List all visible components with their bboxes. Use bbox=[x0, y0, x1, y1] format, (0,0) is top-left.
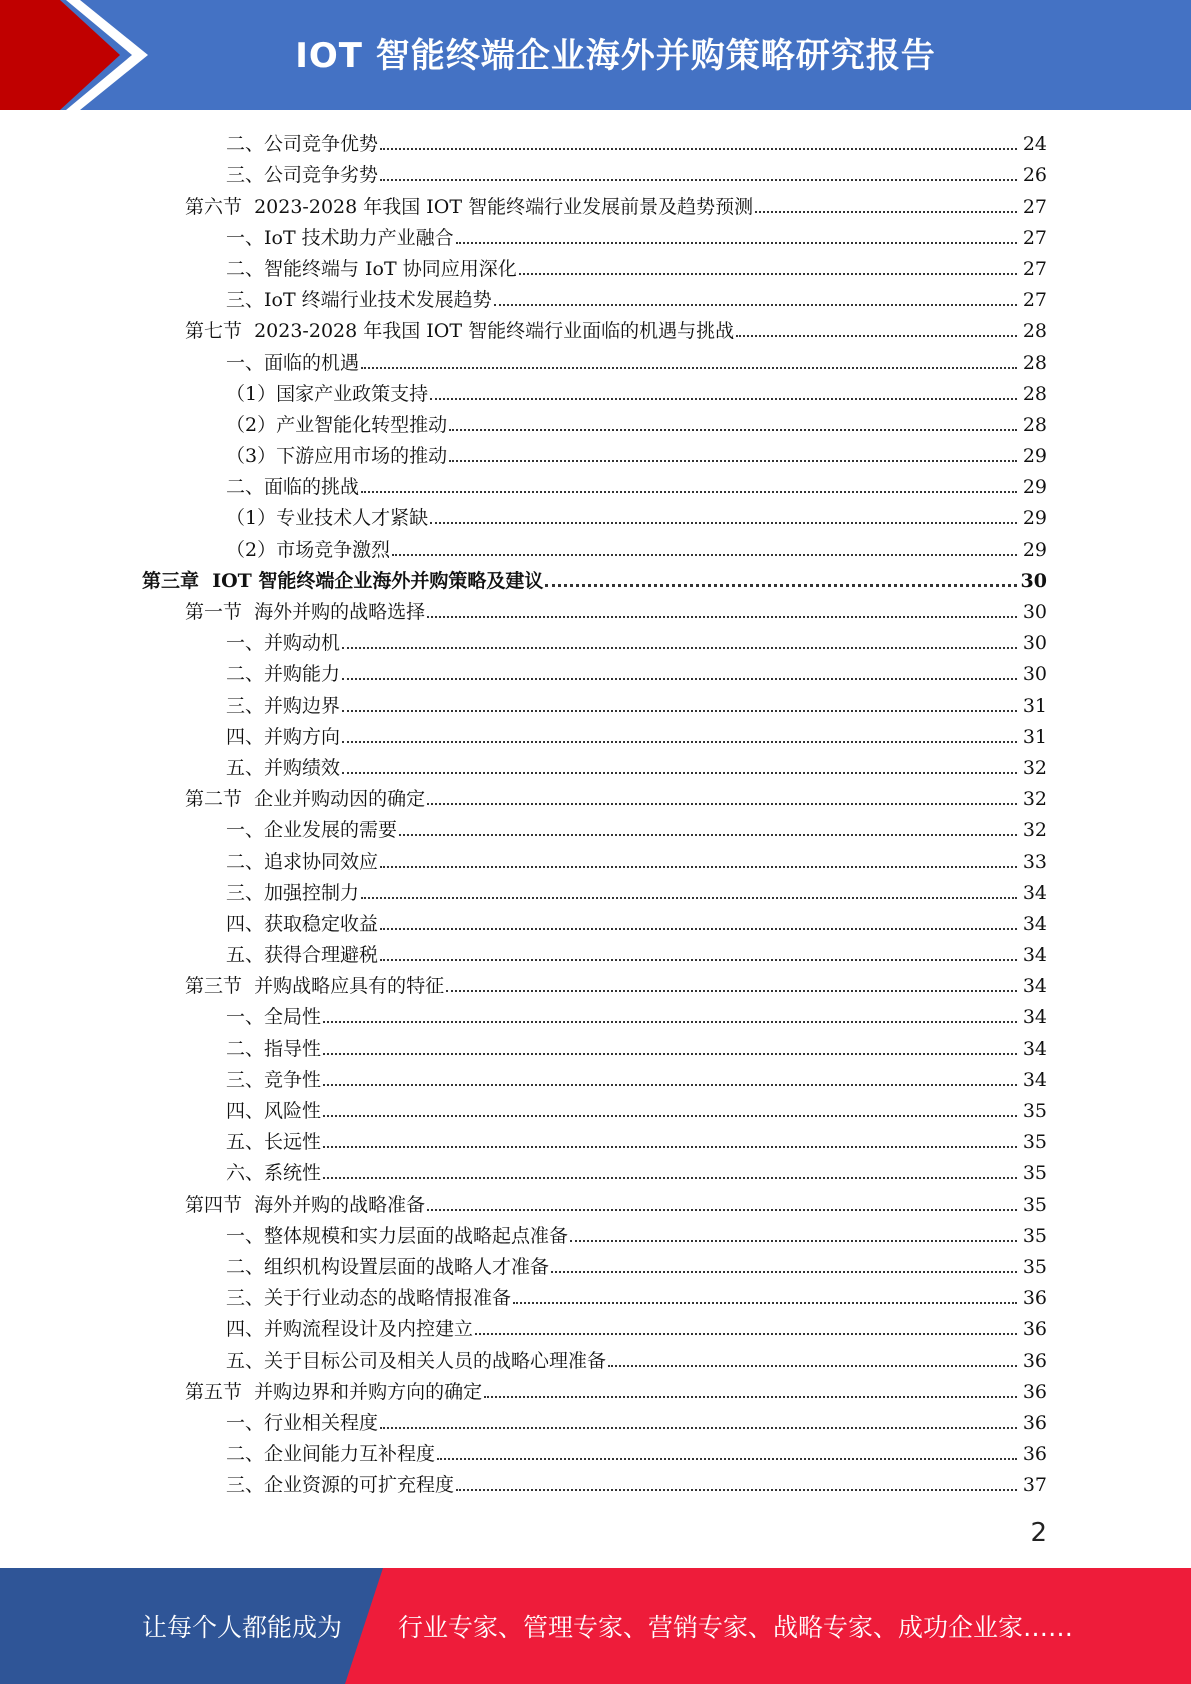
toc-entry-label: 三、IoT 终端行业技术发展趋势 bbox=[226, 289, 492, 312]
toc-entry-leader bbox=[226, 227, 1017, 249]
toc-entry-leader bbox=[185, 601, 1017, 623]
toc-entry-page: 30 bbox=[1022, 632, 1047, 655]
toc-entry-page: 37 bbox=[1022, 1474, 1047, 1497]
toc-entry-page: 32 bbox=[1022, 788, 1047, 811]
toc-dot-leader bbox=[545, 584, 1017, 587]
toc-dot-leader bbox=[449, 429, 1017, 431]
toc-entry-leader bbox=[226, 1256, 1017, 1278]
footer-slogan-left: 让每个人都能成为 bbox=[142, 1613, 343, 1642]
toc-entry-leader bbox=[226, 882, 1017, 904]
toc-dot-leader bbox=[430, 522, 1017, 524]
toc-entry-page: 27 bbox=[1022, 226, 1047, 249]
toc-entry[interactable] bbox=[0, 970, 1191, 1001]
toc-dot-leader bbox=[361, 897, 1017, 899]
toc-entry-page: 30 bbox=[1022, 601, 1047, 623]
toc-entry-label: 二、指导性 bbox=[226, 1037, 322, 1060]
toc-dot-leader bbox=[475, 1333, 1017, 1335]
toc-entry-leader bbox=[226, 851, 1017, 873]
toc-entry-label: 第五节 并购边界和并购方向的确定 bbox=[185, 1380, 483, 1403]
toc-entry[interactable] bbox=[0, 1001, 1191, 1032]
toc-entry-label: 三、竞争性 bbox=[226, 1068, 322, 1091]
toc-entry-page: 35 bbox=[1022, 1100, 1047, 1122]
toc-entry-leader bbox=[185, 196, 1017, 218]
toc-entry-page: 36 bbox=[1022, 1318, 1047, 1341]
toc-dot-leader bbox=[494, 304, 1017, 306]
toc-entry-leader bbox=[185, 320, 1017, 342]
toc-entry-leader bbox=[226, 632, 1017, 654]
toc-entry[interactable] bbox=[0, 877, 1191, 908]
toc-entry-label: （1）专业技术人才紧缺 bbox=[226, 507, 429, 530]
toc-entry[interactable] bbox=[0, 1282, 1191, 1313]
toc-dot-leader bbox=[323, 1115, 1017, 1117]
toc-dot-leader bbox=[427, 1209, 1017, 1211]
toc-entry-leader bbox=[226, 757, 1017, 779]
toc-entry-label: 二、组织机构设置层面的战略人才准备 bbox=[226, 1255, 550, 1278]
toc-dot-leader bbox=[323, 1177, 1017, 1179]
toc-entry-page: 28 bbox=[1022, 382, 1047, 405]
toc-entry-leader bbox=[226, 414, 1017, 436]
toc-entry-leader bbox=[142, 570, 1017, 592]
toc-entry-leader bbox=[226, 1038, 1017, 1060]
toc-entry-label: 一、行业相关程度 bbox=[226, 1411, 379, 1434]
toc-dot-leader bbox=[519, 273, 1017, 275]
toc-entry[interactable] bbox=[0, 939, 1191, 970]
toc-entry-label: 五、长远性 bbox=[226, 1131, 322, 1154]
toc-entry-page: 30 bbox=[1022, 663, 1047, 686]
toc-entry[interactable] bbox=[0, 1095, 1191, 1126]
toc-entry-label: 第二节 企业并购动因的确定 bbox=[185, 788, 426, 811]
toc-entry-label: （2）产业智能化转型推动 bbox=[226, 413, 448, 436]
toc-entry-leader bbox=[226, 1318, 1017, 1340]
toc-entry-page: 29 bbox=[1022, 507, 1047, 530]
toc-entry-page: 29 bbox=[1022, 476, 1047, 499]
toc-entry-label: 三、并购边界 bbox=[226, 694, 341, 717]
toc-dot-leader bbox=[399, 834, 1017, 836]
toc-entry[interactable] bbox=[0, 1188, 1191, 1219]
toc-entry[interactable] bbox=[0, 409, 1191, 440]
toc-entry-label: 一、IoT 技术助力产业融合 bbox=[226, 226, 454, 249]
toc-dot-leader bbox=[323, 1146, 1017, 1148]
toc-dot-leader bbox=[430, 398, 1017, 400]
toc-entry-page: 29 bbox=[1022, 445, 1047, 468]
toc-entry-page: 36 bbox=[1022, 1411, 1047, 1434]
toc-entry[interactable] bbox=[0, 128, 1191, 159]
toc-dot-leader bbox=[361, 367, 1017, 369]
toc-entry-leader bbox=[226, 1474, 1017, 1496]
toc-dot-leader bbox=[456, 242, 1017, 244]
toc-entry-label: 三、关于行业动态的战略情报准备 bbox=[226, 1287, 512, 1310]
toc-entry-label: 一、全局性 bbox=[226, 1006, 322, 1029]
toc-entry[interactable] bbox=[0, 1376, 1191, 1407]
toc-entry-leader bbox=[226, 1162, 1017, 1184]
toc-entry-leader bbox=[226, 445, 1017, 467]
toc-entry[interactable] bbox=[0, 1251, 1191, 1282]
toc-entry-leader bbox=[226, 1443, 1017, 1465]
toc-entry-label: 二、公司竞争优势 bbox=[226, 133, 379, 156]
toc-dot-leader bbox=[323, 1021, 1017, 1023]
toc-entry-leader bbox=[226, 1131, 1017, 1153]
toc-entry[interactable] bbox=[0, 502, 1191, 533]
toc-dot-leader bbox=[484, 1396, 1017, 1398]
table-of-contents bbox=[0, 128, 1191, 1500]
toc-entry-label: 一、整体规模和实力层面的战略起点准备 bbox=[226, 1224, 569, 1247]
toc-entry-page: 27 bbox=[1022, 257, 1047, 280]
toc-entry-leader bbox=[226, 258, 1017, 280]
toc-entry[interactable] bbox=[0, 1344, 1191, 1375]
toc-entry-leader bbox=[226, 913, 1017, 935]
toc-entry-label: 一、企业发展的需要 bbox=[226, 819, 398, 842]
toc-dot-leader bbox=[380, 179, 1017, 181]
toc-dot-leader bbox=[342, 647, 1017, 649]
toc-dot-leader bbox=[342, 678, 1017, 680]
toc-entry-page: 24 bbox=[1022, 133, 1047, 156]
toc-entry[interactable] bbox=[0, 222, 1191, 253]
toc-entry-page: 27 bbox=[1022, 195, 1047, 218]
toc-dot-leader bbox=[380, 1427, 1017, 1429]
toc-entry-label: 第四节 海外并购的战略准备 bbox=[185, 1193, 426, 1216]
toc-entry-page: 34 bbox=[1022, 881, 1047, 904]
toc-entry[interactable] bbox=[0, 689, 1191, 720]
toc-dot-leader bbox=[323, 1084, 1017, 1086]
toc-entry-page: 30 bbox=[1020, 569, 1047, 592]
toc-entry-leader bbox=[226, 819, 1017, 841]
toc-entry[interactable] bbox=[0, 908, 1191, 939]
toc-dot-leader bbox=[755, 211, 1017, 213]
toc-entry-leader bbox=[226, 1006, 1017, 1028]
toc-entry-page: 28 bbox=[1022, 413, 1047, 436]
toc-dot-leader bbox=[449, 460, 1017, 462]
toc-dot-leader bbox=[608, 1365, 1017, 1367]
toc-dot-leader bbox=[456, 1489, 1017, 1491]
footer-slogan-right: 行业专家、管理专家、营销专家、战略专家、成功企业家…… bbox=[398, 1613, 1074, 1642]
toc-entry-label: 二、企业间能力互补程度 bbox=[226, 1443, 436, 1466]
toc-entry[interactable] bbox=[0, 190, 1191, 221]
toc-dot-leader bbox=[380, 928, 1017, 930]
toc-entry-label: 四、并购方向 bbox=[226, 725, 341, 748]
page-header bbox=[0, 0, 1191, 110]
toc-entry[interactable] bbox=[0, 440, 1191, 471]
toc-entry-leader bbox=[226, 164, 1017, 186]
toc-entry-page: 26 bbox=[1022, 164, 1047, 187]
toc-entry[interactable] bbox=[0, 1313, 1191, 1344]
page-footer bbox=[0, 1568, 1191, 1684]
toc-dot-leader bbox=[380, 148, 1017, 150]
toc-entry-page: 35 bbox=[1022, 1131, 1047, 1154]
toc-dot-leader bbox=[380, 959, 1017, 961]
toc-entry[interactable] bbox=[0, 378, 1191, 409]
toc-entry[interactable] bbox=[0, 1064, 1191, 1095]
toc-entry-page: 31 bbox=[1022, 694, 1047, 717]
toc-entry[interactable] bbox=[0, 284, 1191, 315]
toc-entry[interactable] bbox=[0, 627, 1191, 658]
toc-entry-page: 36 bbox=[1022, 1287, 1047, 1310]
toc-entry-leader bbox=[226, 289, 1017, 311]
toc-entry-leader bbox=[226, 1100, 1017, 1122]
toc-entry-label: 第三章 IOT 智能终端企业海外并购策略及建议 bbox=[142, 569, 544, 592]
toc-entry-label: （1）国家产业政策支持 bbox=[226, 382, 429, 405]
toc-entry-label: 一、并购动机 bbox=[226, 632, 341, 655]
toc-entry-label: 第三节 并购战略应具有的特征 bbox=[185, 975, 445, 998]
toc-entry-leader bbox=[185, 975, 1017, 997]
toc-entry-label: 第七节 2023-2028 年我国 IOT 智能终端行业面临的机遇与挑战 bbox=[185, 320, 735, 343]
toc-entry-leader bbox=[226, 539, 1017, 561]
toc-entry-page: 36 bbox=[1022, 1443, 1047, 1466]
toc-entry[interactable] bbox=[0, 1438, 1191, 1469]
toc-dot-leader bbox=[427, 803, 1017, 805]
toc-entry[interactable] bbox=[0, 783, 1191, 814]
toc-entry-label: 六、系统性 bbox=[226, 1162, 322, 1185]
toc-entry[interactable] bbox=[0, 159, 1191, 190]
toc-entry-page: 28 bbox=[1022, 320, 1047, 343]
toc-entry[interactable] bbox=[0, 253, 1191, 284]
toc-entry-page: 34 bbox=[1022, 975, 1047, 998]
toc-entry[interactable] bbox=[0, 315, 1191, 346]
toc-entry-leader bbox=[226, 663, 1017, 685]
toc-dot-leader bbox=[380, 866, 1017, 868]
toc-entry-page: 36 bbox=[1022, 1380, 1047, 1403]
toc-entry-label: 四、并购流程设计及内控建立 bbox=[226, 1318, 474, 1341]
toc-entry-leader bbox=[226, 383, 1017, 405]
toc-entry[interactable] bbox=[0, 596, 1191, 627]
toc-entry-leader bbox=[226, 726, 1017, 748]
toc-dot-leader bbox=[446, 990, 1017, 992]
toc-dot-leader bbox=[513, 1302, 1017, 1304]
toc-entry-page: 35 bbox=[1022, 1255, 1047, 1278]
toc-entry-leader bbox=[226, 476, 1017, 498]
toc-entry[interactable] bbox=[0, 814, 1191, 845]
toc-entry-leader bbox=[226, 1412, 1017, 1434]
toc-entry-leader bbox=[226, 1069, 1017, 1091]
toc-entry-label: 二、追求协同效应 bbox=[226, 850, 379, 873]
toc-entry-page: 34 bbox=[1022, 944, 1047, 967]
toc-entry-label: 三、企业资源的可扩充程度 bbox=[226, 1474, 455, 1497]
toc-dot-leader bbox=[427, 616, 1017, 618]
toc-entry-page: 27 bbox=[1022, 289, 1047, 312]
toc-entry-page: 28 bbox=[1022, 351, 1047, 374]
toc-dot-leader bbox=[736, 335, 1017, 337]
toc-dot-leader bbox=[392, 554, 1017, 556]
toc-dot-leader bbox=[342, 710, 1017, 712]
toc-entry-label: 五、关于目标公司及相关人员的战略心理准备 bbox=[226, 1349, 607, 1372]
toc-entry-leader bbox=[226, 1350, 1017, 1372]
toc-entry-leader bbox=[226, 133, 1017, 155]
toc-entry-page: 36 bbox=[1022, 1349, 1047, 1372]
toc-dot-leader bbox=[551, 1271, 1017, 1273]
toc-entry[interactable] bbox=[0, 471, 1191, 502]
toc-entry-leader bbox=[185, 1381, 1017, 1403]
toc-entry-label: 二、并购能力 bbox=[226, 663, 341, 686]
toc-entry-label: 四、风险性 bbox=[226, 1100, 322, 1122]
toc-dot-leader bbox=[437, 1458, 1017, 1460]
toc-entry-leader bbox=[226, 944, 1017, 966]
toc-entry-page: 32 bbox=[1022, 819, 1047, 842]
toc-dot-leader bbox=[342, 741, 1017, 743]
toc-dot-leader bbox=[342, 772, 1017, 774]
toc-entry-page: 34 bbox=[1022, 1037, 1047, 1060]
toc-entry-leader bbox=[185, 788, 1017, 810]
toc-entry-page: 35 bbox=[1022, 1193, 1047, 1216]
toc-entry-page: 34 bbox=[1022, 1006, 1047, 1029]
toc-entry-label: 五、获得合理避税 bbox=[226, 944, 379, 967]
toc-entry-label: 一、面临的机遇 bbox=[226, 351, 360, 374]
toc-entry-page: 34 bbox=[1022, 1068, 1047, 1091]
toc-dot-leader bbox=[361, 491, 1017, 493]
toc-entry[interactable] bbox=[0, 845, 1191, 876]
toc-entry-label: （3）下游应用市场的推动 bbox=[226, 445, 448, 468]
toc-entry-leader bbox=[226, 352, 1017, 374]
toc-entry-page: 34 bbox=[1022, 912, 1047, 935]
toc-entry-page: 29 bbox=[1022, 538, 1047, 561]
toc-entry[interactable] bbox=[0, 721, 1191, 752]
toc-entry-page: 31 bbox=[1022, 725, 1047, 748]
toc-entry-leader bbox=[226, 507, 1017, 529]
toc-entry[interactable] bbox=[0, 1220, 1191, 1251]
toc-dot-leader bbox=[570, 1240, 1017, 1242]
toc-entry[interactable] bbox=[0, 1469, 1191, 1500]
toc-entry-label: 第六节 2023-2028 年我国 IOT 智能终端行业发展前景及趋势预测 bbox=[185, 195, 754, 218]
toc-entry-label: 三、公司竞争劣势 bbox=[226, 164, 379, 187]
toc-entry-label: （2）市场竞争激烈 bbox=[226, 538, 391, 561]
toc-entry-page: 35 bbox=[1022, 1224, 1047, 1247]
toc-entry-leader bbox=[226, 695, 1017, 717]
toc-entry-label: 二、智能终端与 IoT 协同应用深化 bbox=[226, 257, 517, 280]
toc-entry-label: 四、获取稳定收益 bbox=[226, 912, 379, 935]
toc-entry-leader bbox=[185, 1194, 1017, 1216]
toc-entry-page: 32 bbox=[1022, 756, 1047, 779]
toc-entry-label: 第一节 海外并购的战略选择 bbox=[185, 601, 426, 623]
toc-entry-label: 二、面临的挑战 bbox=[226, 476, 360, 499]
toc-entry[interactable] bbox=[0, 346, 1191, 377]
toc-entry[interactable] bbox=[0, 533, 1191, 564]
toc-entry[interactable] bbox=[0, 1407, 1191, 1438]
toc-entry-leader bbox=[226, 1225, 1017, 1247]
toc-entry-leader bbox=[226, 1287, 1017, 1309]
toc-entry[interactable] bbox=[0, 1126, 1191, 1157]
toc-entry-label: 三、加强控制力 bbox=[226, 881, 360, 904]
toc-entry-page: 35 bbox=[1022, 1162, 1047, 1185]
toc-entry[interactable] bbox=[0, 752, 1191, 783]
toc-entry[interactable] bbox=[0, 658, 1191, 689]
toc-entry-label: 五、并购绩效 bbox=[226, 756, 341, 779]
toc-dot-leader bbox=[323, 1053, 1017, 1055]
page-number: 2 bbox=[1030, 1518, 1047, 1548]
report-title: IOT 智能终端企业海外并购策略研究报告 bbox=[295, 35, 936, 76]
toc-entry[interactable] bbox=[0, 565, 1191, 596]
toc-entry-page: 33 bbox=[1022, 850, 1047, 873]
toc-entry[interactable] bbox=[0, 1032, 1191, 1063]
toc-entry[interactable] bbox=[0, 1157, 1191, 1188]
